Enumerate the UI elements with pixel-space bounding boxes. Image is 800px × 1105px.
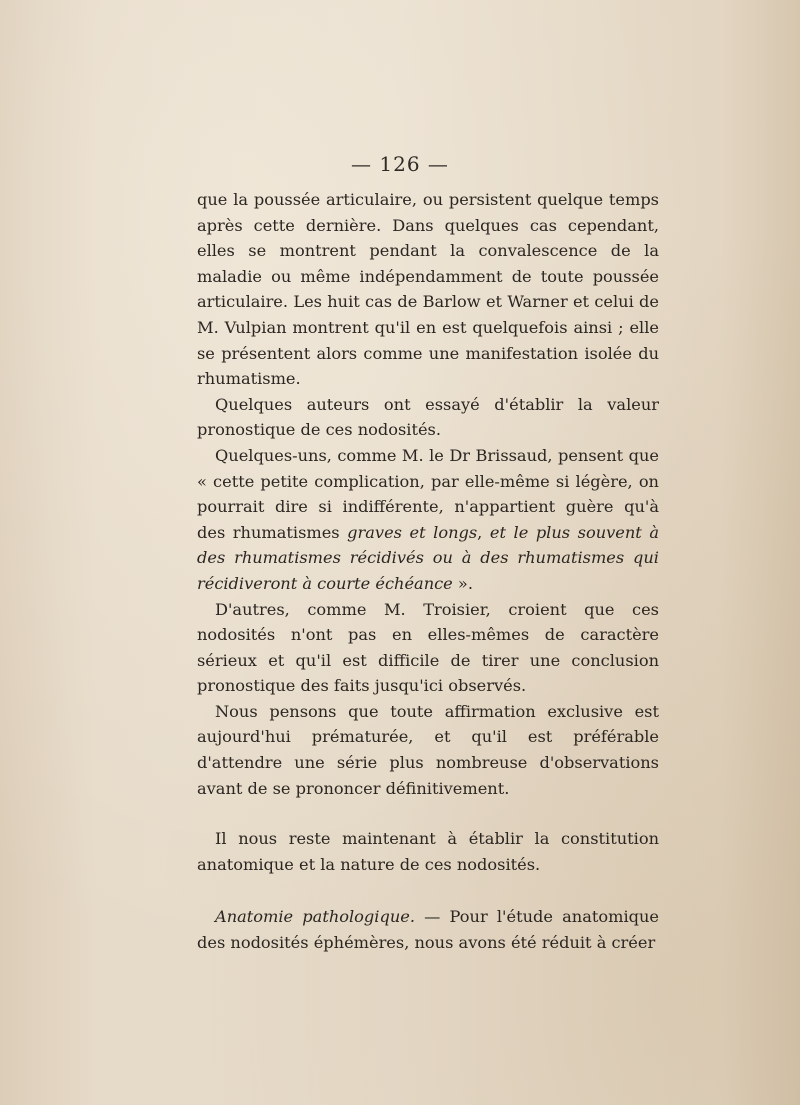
- paragraph-2: Quelques auteurs ont essayé d'établir la valeur pronostique de ces nodosités.: [197, 394, 659, 440]
- paragraph-3-mid: ,: [477, 522, 490, 542]
- paragraph-6: Il nous reste maintenant à établir la constitution anatomique et la nature de ces nodosités.: [197, 829, 659, 874]
- section-heading-anatomie: Anatomie pathologique.: [215, 907, 415, 927]
- paragraph-7: [197, 904, 659, 955]
- page-number: — 126 —: [351, 152, 449, 176]
- paragraph-3-italic-1: graves et longs: [347, 522, 478, 542]
- paragraph-1: que la poussée articulaire, ou persistent quelque temps après cette dernière. Dans quelques cas cependant, elles se montrent pendant la convalescence de la maladie ou même indépendamment de toute poussée articulaire. Les huit cas de Barlow et Warner et celui de M. Vulpian montrent qu'il en est quelquefois ainsi ; elle se présentent alors comme une manifestation isolée du rhumatisme.: [197, 190, 659, 389]
- body-text: [197, 187, 659, 956]
- paragraph-4: D'autres, comme M. Troisier, croient que ces nodosités n'ont pas en elles-mêmes de caractère sérieux et qu'il est difficile de tirer une conclusion pronostique des faits jusqu'ici observés.: [197, 599, 659, 696]
- paragraph-3-italic-2: et le plus souvent à des rhumatismes récidivés ou à des rhumatismes qui récidiveront à courte échéance: [197, 522, 659, 593]
- paragraph-3: [197, 443, 659, 597]
- paragraph-5: Nous pensons que toute affirmation exclusive est aujourd'hui prématurée, et qu'il est préférable d'attendre une série plus nombreuse d'observations avant de se prononcer définitivement.: [197, 701, 659, 798]
- paragraph-7-text: — Pour l'étude anatomique des nodosités éphémères, nous avons été réduit à créer: [197, 907, 659, 953]
- paragraph-3-text: Quelques-uns, comme M. le Dr Brissaud, pensent que « cette petite complication, par elle-même si légère, on pourrait dire si indifférente, n'appartient guère qu'à des rhumatismes: [197, 445, 659, 542]
- paragraph-3-end: ».: [452, 573, 473, 593]
